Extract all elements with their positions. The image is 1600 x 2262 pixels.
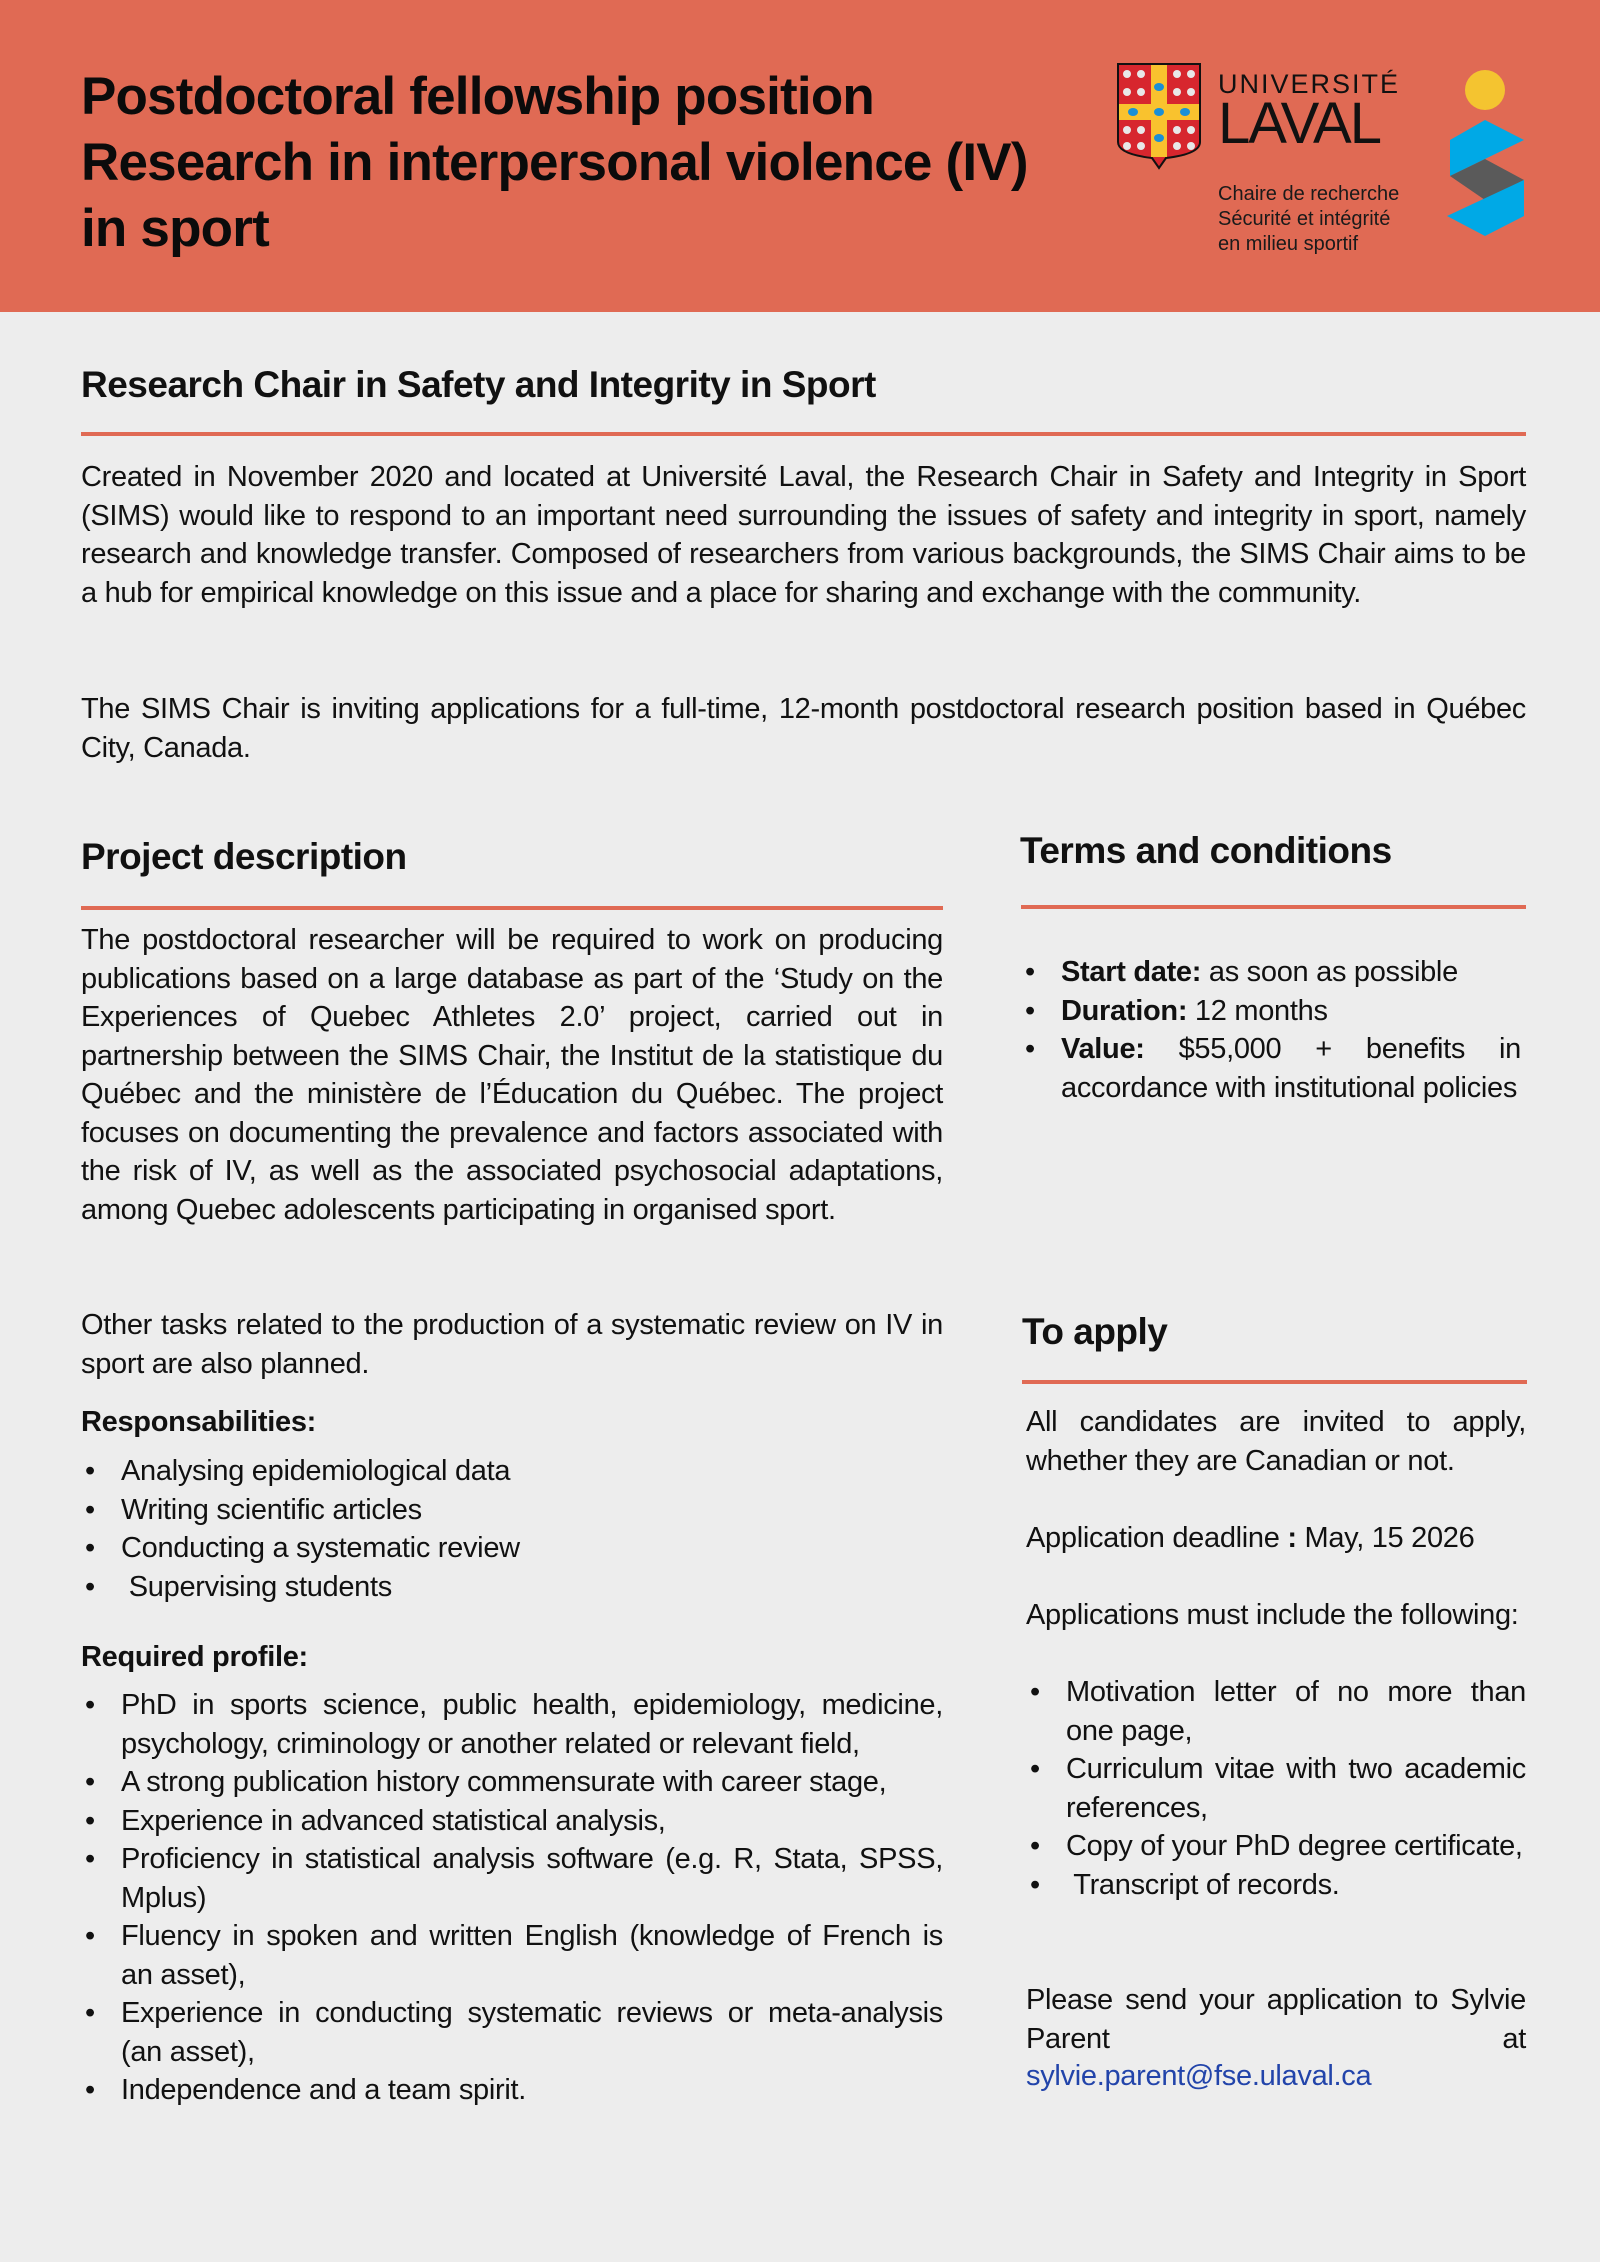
section-divider <box>1021 905 1526 909</box>
universite-laval-wordmark: UNIVERSITÉ LAVAL <box>1218 69 1401 156</box>
title-line-3: in sport <box>81 199 269 258</box>
project-paragraph-1: The postdoctoral researcher will be required to work on producing publications based on a large database as part of the ‘Study on the Experiences of Quebec Athletes 2.0’ project, carried out in partnership between the SIMS Chair, the Institut de la statistique du Québec and the ministère de l’Éducation du Québec. The project focuses on documenting the prevalence and factors associated with the risk of IV, as well as the associated psychosocial adaptations, among Quebec adolescents participating in organised sport. <box>81 924 943 1226</box>
terms-item-start-date: • Start date: as soon as possible <box>1021 953 1521 992</box>
list-item: • Transcript of records. <box>1026 1866 1526 1905</box>
header-banner <box>0 0 1600 312</box>
list-item: • Fluency in spoken and written English (knowledge of French is an asset), <box>81 1917 943 1994</box>
responsibilities-list <box>81 1452 943 1606</box>
application-requirements-list <box>1026 1673 1526 1904</box>
title-line-2: Research in interpersonal violence (IV) <box>81 133 1028 192</box>
list-item: • Analysing epidemiological data <box>81 1452 943 1491</box>
section-divider <box>81 432 1526 436</box>
section-divider <box>1022 1380 1527 1384</box>
list-item: • Curriculum vitae with two academic references, <box>1026 1750 1526 1827</box>
section-heading-project-description: Project description <box>81 836 407 877</box>
list-item: • Experience in advanced statistical analysis, <box>81 1802 943 1841</box>
apply-paragraph-eligibility: All candidates are invited to apply, whether they are Canadian or not. <box>1026 1406 1526 1477</box>
terms-list <box>1021 953 1521 1107</box>
page-title <box>81 64 1081 262</box>
list-item: • Independence and a team spirit. <box>81 2071 943 2110</box>
list-item: • Experience in conducting systematic reviews or meta-analysis (an asset), <box>81 1994 943 2071</box>
send-application-text: Please send your application to Sylvie Parent at <box>1026 1984 1526 2055</box>
section-heading-to-apply: To apply <box>1022 1311 1168 1352</box>
apply-includes-intro: Applications must include the following: <box>1026 1599 1519 1631</box>
terms-item-duration: • Duration: 12 months <box>1021 992 1521 1031</box>
intro-paragraph-2: The SIMS Chair is inviting applications for a full-time, 12-month postdoctoral research position based in Québec City, Canada. <box>81 693 1526 764</box>
title-line-1: Postdoctoral fellowship position <box>81 67 874 126</box>
list-item: • Writing scientific articles <box>81 1491 943 1530</box>
section-heading-research-chair: Research Chair in Safety and Integrity in Sport <box>81 364 876 405</box>
responsibilities-label: Responsabilities: <box>81 1406 317 1438</box>
chair-logo-text: Chaire de recherche Sécurité et intégrité en milieu sportif <box>1218 183 1400 255</box>
list-item: • PhD in sports science, public health, epidemiology, medicine, psychology, criminology or another related or relevant field, <box>81 1686 943 1763</box>
contact-email-link[interactable]: sylvie.parent@fse.ulaval.ca <box>1026 2060 1372 2092</box>
universite-laval-crest-icon <box>1116 62 1202 170</box>
list-item: • Copy of your PhD degree certificate, <box>1026 1827 1526 1866</box>
section-heading-terms-and-conditions: Terms and conditions <box>1020 830 1392 871</box>
intro-paragraph-1: Created in November 2020 and located at Université Laval, the Research Chair in Safety and Integrity in Sport (SIMS) would like to respond to an important need surrounding the issues of safety and integrity in sport, namely research and knowledge transfer. Composed of researchers from various backgrounds, the SIMS Chair aims to be a hub for empirical knowledge on this issue and a place for sharing and exchange with the community. <box>81 461 1526 609</box>
required-profile-label: Required profile: <box>81 1641 308 1673</box>
list-item: • Motivation letter of no more than one page, <box>1026 1673 1526 1750</box>
sims-chair-logo-icon <box>1444 68 1530 244</box>
list-item: • A strong publication history commensurate with career stage, <box>81 1763 943 1802</box>
application-deadline: Application deadline : May, 15 2026 <box>1026 1522 1475 1554</box>
list-item: • Conducting a systematic review <box>81 1529 943 1568</box>
project-paragraph-2: Other tasks related to the production of a systematic review on IV in sport are also planned. <box>81 1309 943 1380</box>
list-item: • Supervising students <box>81 1568 943 1607</box>
section-divider <box>81 906 943 910</box>
required-profile-list <box>81 1686 943 2110</box>
list-item: • Proficiency in statistical analysis software (e.g. R, Stata, SPSS, Mplus) <box>81 1840 943 1917</box>
terms-item-value: • Value: $55,000 + benefits in accordance with institutional policies <box>1021 1030 1521 1107</box>
